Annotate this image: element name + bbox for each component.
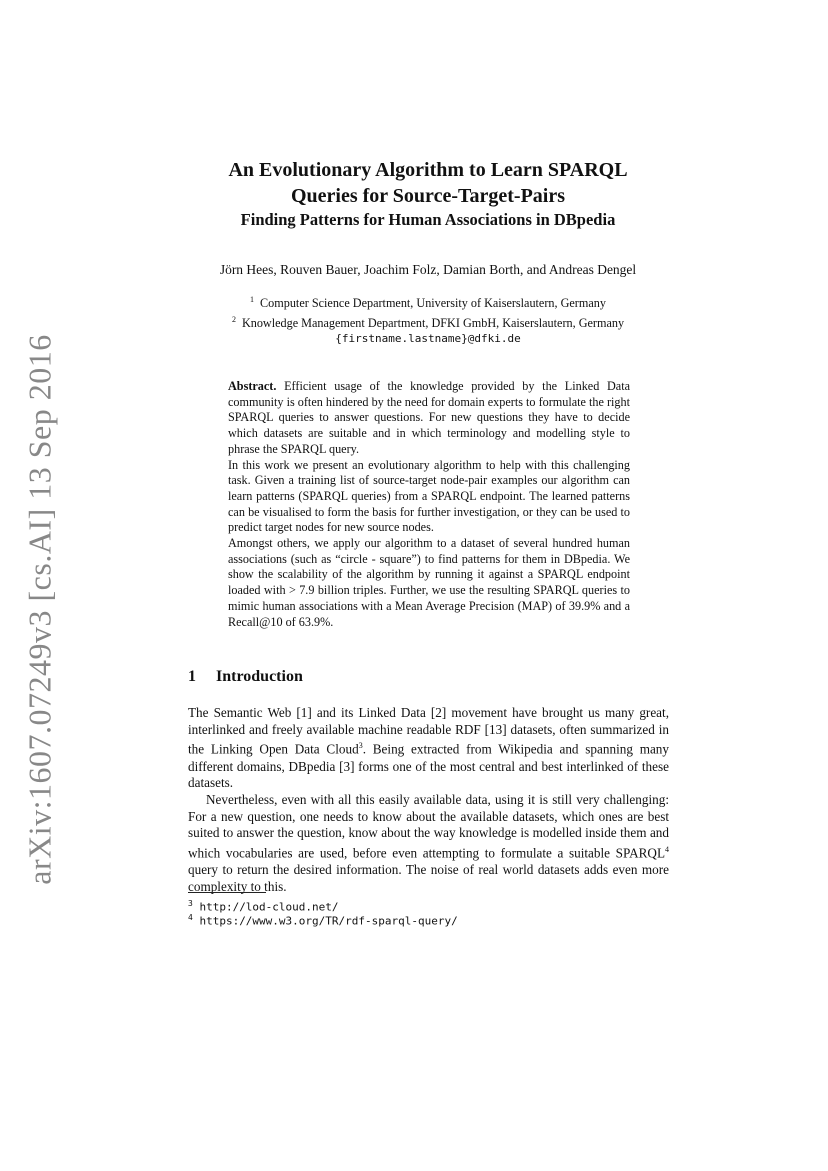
footnote-ref: 3 bbox=[358, 741, 363, 751]
footnote-mark: 3 bbox=[188, 899, 193, 908]
title-line-1: An Evolutionary Algorithm to Learn SPARQL bbox=[228, 159, 628, 181]
affiliation-mark: 2 bbox=[231, 314, 236, 324]
abstract-label: Abstract. bbox=[228, 379, 277, 393]
affiliation-text: Computer Science Department, University of Kaiserslautern, Germany bbox=[260, 296, 606, 311]
footnote-link: http://lod-cloud.net/ bbox=[199, 900, 339, 914]
affiliation-1 bbox=[150, 292, 706, 312]
arxiv-id-text: arXiv:1607.07249v3 [cs.AI] 13 Sep 2016 bbox=[21, 333, 58, 885]
title-line-2: Queries for Source-Target-Pairs bbox=[290, 185, 565, 207]
footnote-divider bbox=[188, 892, 266, 893]
affiliation-text: Knowledge Management Department, DFKI GmbH, Kaiserslautern, Germany bbox=[241, 315, 625, 330]
abstract-paragraph-3: Amongst others, we apply our algorithm to a dataset of several hundred human associations (such as “circle - square”) to find patterns for them in DBpedia. We show the scalability of the algorithm by running it against a SPARQL endpoint loaded with > 7.9 billion triples. Further, we use the resulting SPARQL queries to mimic human associations with a Mean Average Precision (MAP) of 39.9% and a Recall@10 of 63.9%. bbox=[228, 536, 630, 629]
arxiv-sidebar-identifier bbox=[18, 333, 62, 885]
paper-title bbox=[150, 157, 706, 209]
affiliation-mark: 1 bbox=[250, 295, 255, 304]
abstract bbox=[228, 379, 630, 630]
abstract-text: Efficient usage of the knowledge provided by the Linked Data community is often hindered by the need for domain experts to formulate the right SPARQL queries to answer questions. For new questions they have to decide which datasets are suitable and in which terminology and modelling style to phrase the SPARQL query. bbox=[228, 379, 631, 456]
intro-text: . Being extracted from Wikipedia and spanning many different domains, DBpedia [3] forms one of the most central and best interlinked of these datasets. bbox=[188, 741, 669, 791]
author-list: Jörn Hees, Rouven Bauer, Joachim Folz, Damian Borth, and Andreas Dengel bbox=[219, 262, 637, 277]
footnote-4 bbox=[188, 911, 458, 928]
email-address: {firstname.lastname}@dfki.de bbox=[335, 332, 521, 346]
intro-text: query to return the desired information. The noise of real world datasets adds even more complexity to this. bbox=[188, 862, 669, 894]
abstract-paragraph-1 bbox=[228, 379, 630, 458]
section-title: Introduction bbox=[216, 668, 303, 685]
footnote-link: https://www.w3.org/TR/rdf-sparql-query/ bbox=[199, 914, 458, 928]
intro-paragraph-1 bbox=[188, 705, 669, 792]
section-heading bbox=[188, 668, 303, 686]
introduction-body bbox=[188, 705, 669, 896]
intro-text: The Semantic Web [1] and its Linked Data [2] movement have brought us many great, interlinked and freely available machine readable RDF [13] datasets, often summarized in the Linking Open Data Cloud bbox=[188, 705, 669, 757]
abstract-paragraph-2: In this work we present an evolutionary algorithm to help with this challenging task. Given a training list of source-target node-pair examples our algorithm can learn patterns (SPARQL queries) from a SPARQL endpoint. The learned patterns can be visualised to form the basis for further investigation, or they can be used to predict target nodes for new source nodes. bbox=[228, 457, 630, 535]
section-number: 1 bbox=[188, 668, 196, 685]
paper-subtitle: Finding Patterns for Human Associations in DBpedia bbox=[240, 210, 616, 229]
footnote-ref: 4 bbox=[665, 845, 669, 855]
affiliation-2 bbox=[150, 312, 706, 332]
intro-text: Nevertheless, even with all this easily available data, using it is still very challenging: For a new question, one needs to know about the available datasets, which ones are best suited to answer the question, know about the way knowledge is modelled inside them and which vocabularies are used, before even attempting to formulate a suitable SPARQL bbox=[188, 791, 669, 861]
footnote-mark: 4 bbox=[188, 913, 193, 922]
affiliations bbox=[150, 292, 706, 347]
intro-paragraph-2 bbox=[188, 792, 669, 896]
